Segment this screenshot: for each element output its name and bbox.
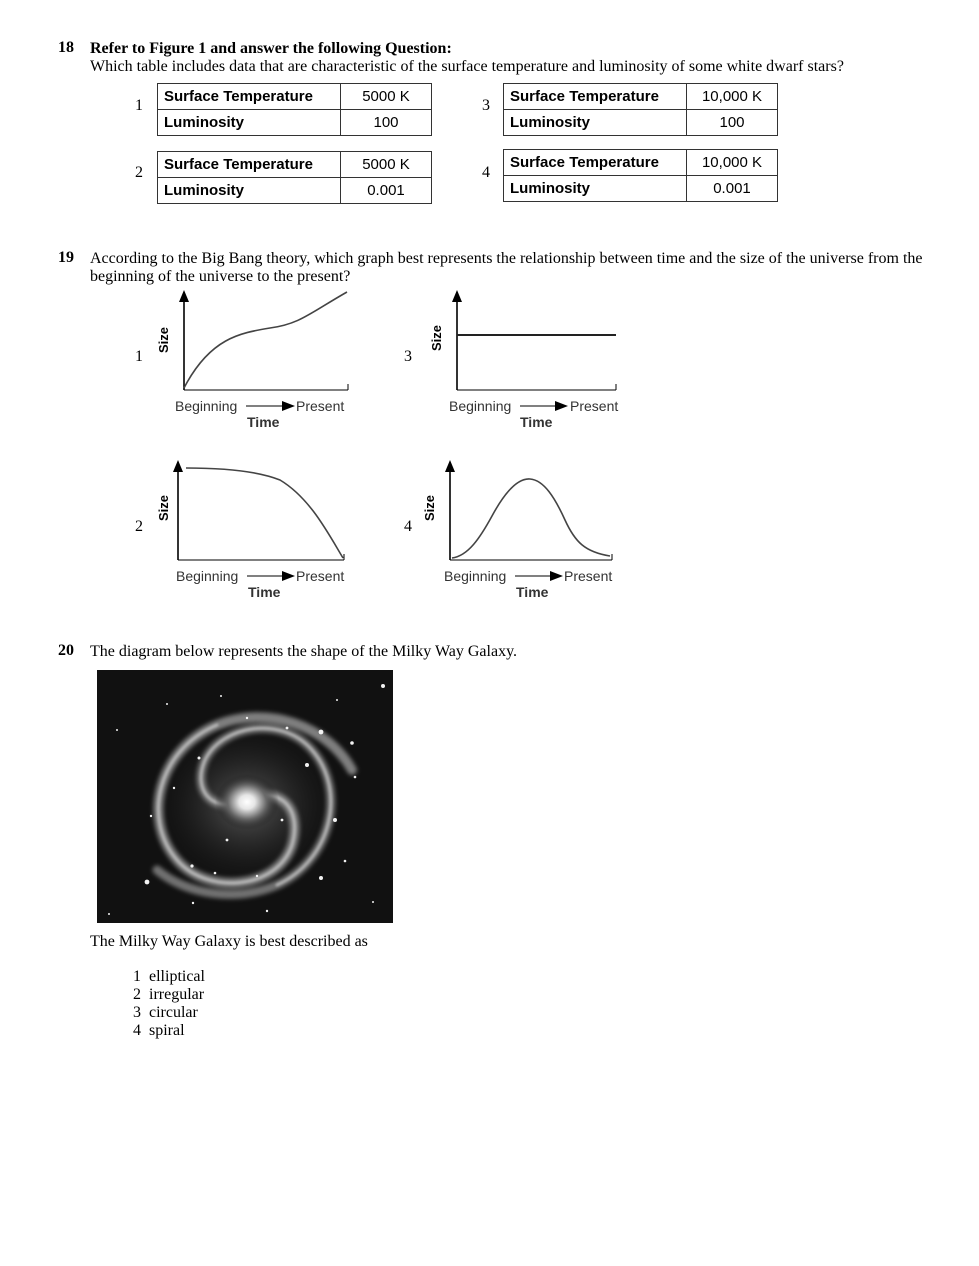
x-end-label: Present: [296, 568, 345, 584]
temp-label: Surface Temperature: [158, 152, 341, 178]
q19-graph-3[interactable]: [423, 288, 643, 433]
x-axis-label: Time: [247, 414, 280, 430]
q19-option-number: 2: [135, 518, 143, 535]
choice-2[interactable]: [133, 986, 205, 1004]
q18-option-number: 1: [135, 97, 143, 114]
x-axis-label: Time: [520, 414, 553, 430]
lum-label: Luminosity: [504, 110, 687, 136]
x-end-label: Present: [570, 398, 619, 414]
arrow-up-icon: [445, 460, 455, 472]
temp-label: Surface Temperature: [158, 84, 341, 110]
choice-label: elliptical: [149, 968, 205, 985]
choice-label: irregular: [149, 986, 205, 1003]
x-axis-label: Time: [248, 584, 281, 600]
arrow-up-icon: [173, 460, 183, 472]
x-start-label: Beginning: [175, 398, 238, 414]
choice-4[interactable]: [133, 1022, 205, 1040]
x-start-label: Beginning: [444, 568, 507, 584]
question-number-18: 18: [58, 39, 74, 56]
arrow-right-icon: [282, 571, 295, 581]
galaxy-image: [97, 670, 393, 923]
q19-option-number: 3: [404, 348, 412, 365]
q19-option-number: 1: [135, 348, 143, 365]
lum-value: 100: [687, 110, 778, 136]
arrow-right-icon: [282, 401, 295, 411]
q18-option-number: 4: [482, 164, 490, 181]
y-axis-label: Size: [156, 494, 171, 522]
lum-label: Luminosity: [504, 176, 687, 202]
graph-curve: [184, 292, 347, 388]
x-end-label: Present: [564, 568, 613, 584]
q18-option-table-3[interactable]: [503, 83, 778, 136]
y-axis-label: Size: [422, 494, 437, 522]
question-20-text: The diagram below represents the shape of the Milky Way Galaxy.: [90, 643, 518, 660]
galaxy-core: [215, 774, 279, 830]
temp-value: 5000 K: [341, 84, 432, 110]
q18-option-number: 3: [482, 97, 490, 114]
q18-option-table-4[interactable]: [503, 149, 778, 202]
choice-1[interactable]: [133, 968, 205, 986]
question-number-19: 19: [58, 249, 74, 266]
choice-label: spiral: [149, 1022, 185, 1039]
arrow-right-icon: [555, 401, 568, 411]
question-number-20: 20: [58, 642, 74, 659]
lum-label: Luminosity: [158, 178, 341, 204]
lum-label: Luminosity: [158, 110, 341, 136]
choice-number: 4: [133, 1022, 141, 1039]
x-end-label: Present: [296, 398, 345, 414]
lum-value: 100: [341, 110, 432, 136]
temp-value: 10,000 K: [687, 150, 778, 176]
question-18-title: Refer to Figure 1 and answer the following Question:: [90, 40, 452, 57]
temp-label: Surface Temperature: [504, 150, 687, 176]
q19-graph-1[interactable]: [150, 288, 370, 433]
graph-curve: [186, 468, 343, 558]
x-start-label: Beginning: [449, 398, 512, 414]
y-axis-label: Size: [429, 324, 444, 352]
q18-option-number: 2: [135, 164, 143, 181]
arrow-up-icon: [179, 290, 189, 302]
x-start-label: Beginning: [176, 568, 239, 584]
question-19-text: According to the Big Bang theory, which graph best represents the relationship between time and the size of the universe from the beginning of the universe to the present?: [90, 250, 923, 285]
temp-value: 10,000 K: [687, 84, 778, 110]
x-axis-label: Time: [516, 584, 549, 600]
q18-option-table-1[interactable]: [157, 83, 432, 136]
question-18-text: Which table includes data that are characteristic of the surface temperature and luminosity of some white dwarf stars?: [90, 58, 844, 75]
q18-option-table-2[interactable]: [157, 151, 432, 204]
y-axis-label: Size: [156, 326, 171, 354]
q19-option-number: 4: [404, 518, 412, 535]
choice-label: circular: [149, 1004, 198, 1021]
lum-value: 0.001: [341, 178, 432, 204]
arrow-right-icon: [550, 571, 563, 581]
question-20-prompt: The Milky Way Galaxy is best described as: [90, 933, 368, 950]
temp-label: Surface Temperature: [504, 84, 687, 110]
q19-graph-2[interactable]: [150, 458, 370, 603]
choice-number: 3: [133, 1004, 141, 1021]
temp-value: 5000 K: [341, 152, 432, 178]
choice-number: 1: [133, 968, 141, 985]
choice-number: 2: [133, 986, 141, 1003]
arrow-up-icon: [452, 290, 462, 302]
answer-choices: [133, 968, 205, 1040]
choice-3[interactable]: [133, 1004, 205, 1022]
q19-graph-4[interactable]: [420, 458, 640, 603]
graph-curve: [452, 479, 610, 558]
lum-value: 0.001: [687, 176, 778, 202]
